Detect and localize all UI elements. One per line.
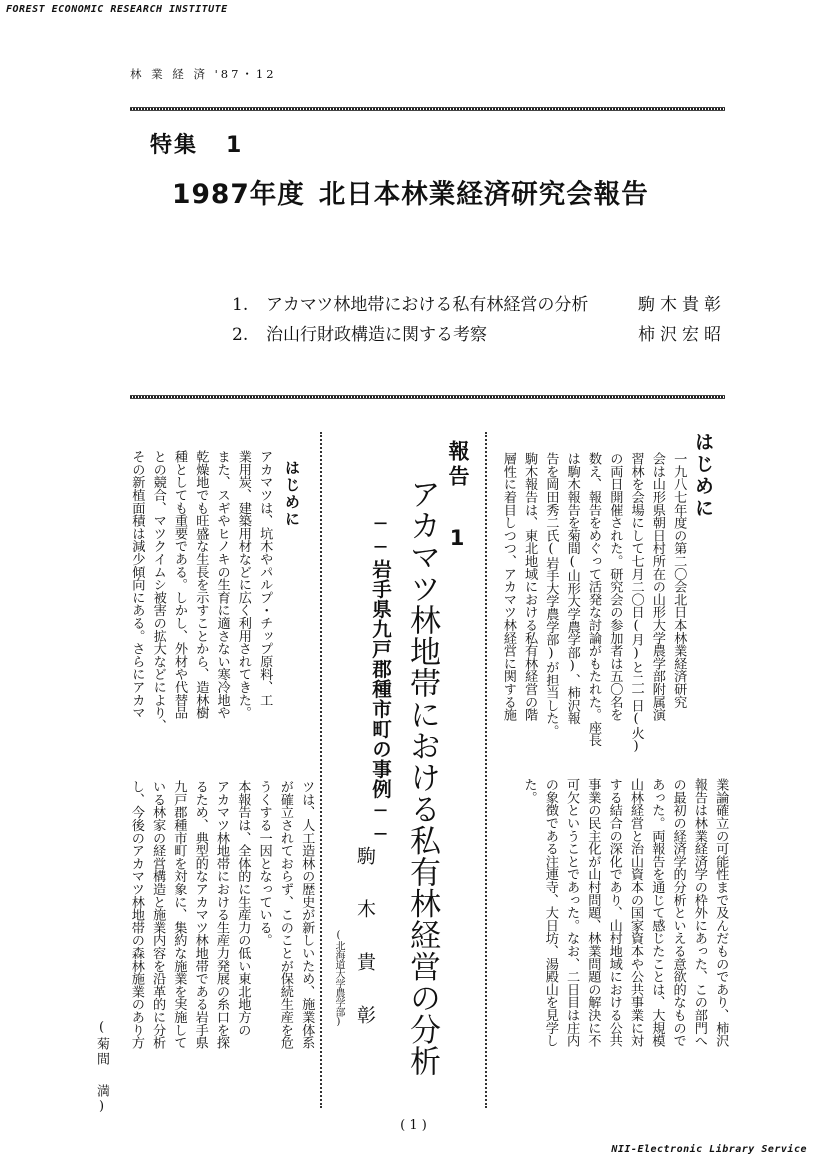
feature-year: 1987年度 xyxy=(172,179,305,210)
report-author: 駒 木 貴 彰 xyxy=(354,846,376,1030)
toc-item-author: 柿沢宏昭 xyxy=(638,325,726,345)
page-number: ( 1 ) xyxy=(400,1118,427,1133)
journal-issue: 林 業 経 済 '87・12 xyxy=(130,67,277,81)
text-line: 数え、報告をめぐって活発な討論がもたれた。座長 xyxy=(586,452,601,747)
feature-title-text: 北日本林業経済研究会報告 xyxy=(318,179,649,210)
text-line: 一九八七年度の第二〇会北日本林業経済研究 xyxy=(671,452,687,709)
text-line: し、今後のアカマツ林地帯の森林施業のあり方 xyxy=(128,780,144,1049)
report-subtitle: ──岩手県九戸郡種市町の事例── xyxy=(369,512,392,846)
text-line: 種としても重要である。しかし、外材や代替品 xyxy=(172,450,187,719)
text-line: の両日開催された。研究会の参加者は五〇名を xyxy=(607,452,623,721)
text-line: ツは、人工造林の歴史が新しいため、施業体系 xyxy=(299,780,315,1049)
toc-item-2 xyxy=(232,320,726,345)
text-line: アカマツ林地帯における生産力発展の糸口を探 xyxy=(214,780,229,1049)
text-line: 九戸郡種市町を対象に、集約な施業を実施して xyxy=(171,780,187,1049)
section-heading: はじめに xyxy=(283,460,301,528)
text-line: るため、典型的なアカマツ林地帯である岩手県 xyxy=(192,780,208,1049)
text-line: 報告は林業経済学の枠外にあった、この部門へ xyxy=(691,778,707,1047)
text-line: の最初の経済学的分析といえる意欲的なもので xyxy=(670,778,686,1047)
text-line: が確立されておらず、このことが保続生産を危 xyxy=(277,780,293,1049)
text-line: 可欠ということであった。なお、二日目は庄内 xyxy=(564,778,580,1047)
report-affiliation: (北海道大学農学部) xyxy=(333,930,344,1027)
middle-rule xyxy=(130,395,725,399)
intro-heading: はじめに xyxy=(692,432,714,520)
text-line: の象徴である注連寺、大日坊、湯殿山を見学し xyxy=(542,778,558,1047)
institute-header: FOREST ECONOMIC RESEARCH INSTITUTE xyxy=(6,4,228,15)
text-line: は駒木報告を菊間(山形大学農学部)、柿沢報 xyxy=(564,452,580,725)
report-label-text: 報告 xyxy=(446,440,470,490)
toc-item-number: 1. xyxy=(232,295,249,315)
text-line: あった。両報告を通じて感じたことは、大規模 xyxy=(649,778,665,1047)
text-line: 告を岡田秀二氏(岩手大学農学部)が担当した。 xyxy=(543,452,559,738)
feature-number: 1 xyxy=(226,133,244,158)
toc-item-title: 治山行財政構造に関する考察 xyxy=(266,325,487,345)
text-line: との競合、マツクイムシ被害の拡大などにより、 xyxy=(150,450,166,732)
feature-title xyxy=(172,172,649,211)
text-line: 層性に着目しつつ、アカマツ林経営に関する施 xyxy=(500,452,516,721)
text-line: また、スギやヒノキの生育に適さない寒冷地や xyxy=(214,450,230,719)
text-line: た。 xyxy=(521,778,537,804)
text-line: 本報告は、全体的に生産力の低い東北地方の xyxy=(235,780,251,1037)
toc-item-1 xyxy=(232,290,726,315)
separator-left xyxy=(320,432,322,1108)
text-line: 乾燥地でも旺盛な生長を示すことから、造林樹 xyxy=(193,450,209,719)
feature-label xyxy=(150,128,243,159)
report-title: アカマツ林地帯における私有林経営の分析 xyxy=(404,478,440,1077)
footer-service: NII-Electronic Library Service xyxy=(611,1144,807,1155)
text-line: その新植面積は減少傾向にある。さらにアカマ xyxy=(129,450,145,719)
text-line: 業用炭、建築用材などに広く利用されてきた。 xyxy=(235,450,251,719)
intro-signature: (菊間 満) xyxy=(94,1020,109,1116)
text-line: 会は山形県朝日村所在の山形大学農学部附属演 xyxy=(649,452,665,721)
feature-label-text: 特集 xyxy=(150,133,199,158)
toc-item-title: アカマツ林地帯における私有林経営の分析 xyxy=(266,295,589,315)
text-line: 業論確立の可能性まで及んだものであり、柿沢 xyxy=(713,778,729,1047)
text-line: 習林を会場にして七月二〇日(月)と二一日(火) xyxy=(628,452,644,754)
text-line: 事業の民主化が山村問題、林業問題の解決に不 xyxy=(585,778,601,1047)
text-line: アカマツは、坑木やパルプ・チップ原料、工 xyxy=(257,450,273,707)
text-line: 駒木報告は、東北地域における私有林経営の階 xyxy=(522,452,538,721)
text-line: いる林家の経営構造と施業内容を沿革的に分析 xyxy=(150,780,166,1049)
toc-item-number: 2. xyxy=(232,325,249,345)
top-rule xyxy=(130,107,725,111)
report-label xyxy=(443,440,473,490)
separator-right xyxy=(485,432,487,1108)
report-number: 1 xyxy=(445,526,469,550)
text-line: 山林経営と治山資本の国家資本や公共事業に対 xyxy=(628,778,643,1047)
toc-item-author: 駒木貴彰 xyxy=(638,295,726,315)
text-line: うくする一因となっている。 xyxy=(256,780,272,947)
text-line: する結合の深化であり、山村地域における公共 xyxy=(606,778,622,1047)
